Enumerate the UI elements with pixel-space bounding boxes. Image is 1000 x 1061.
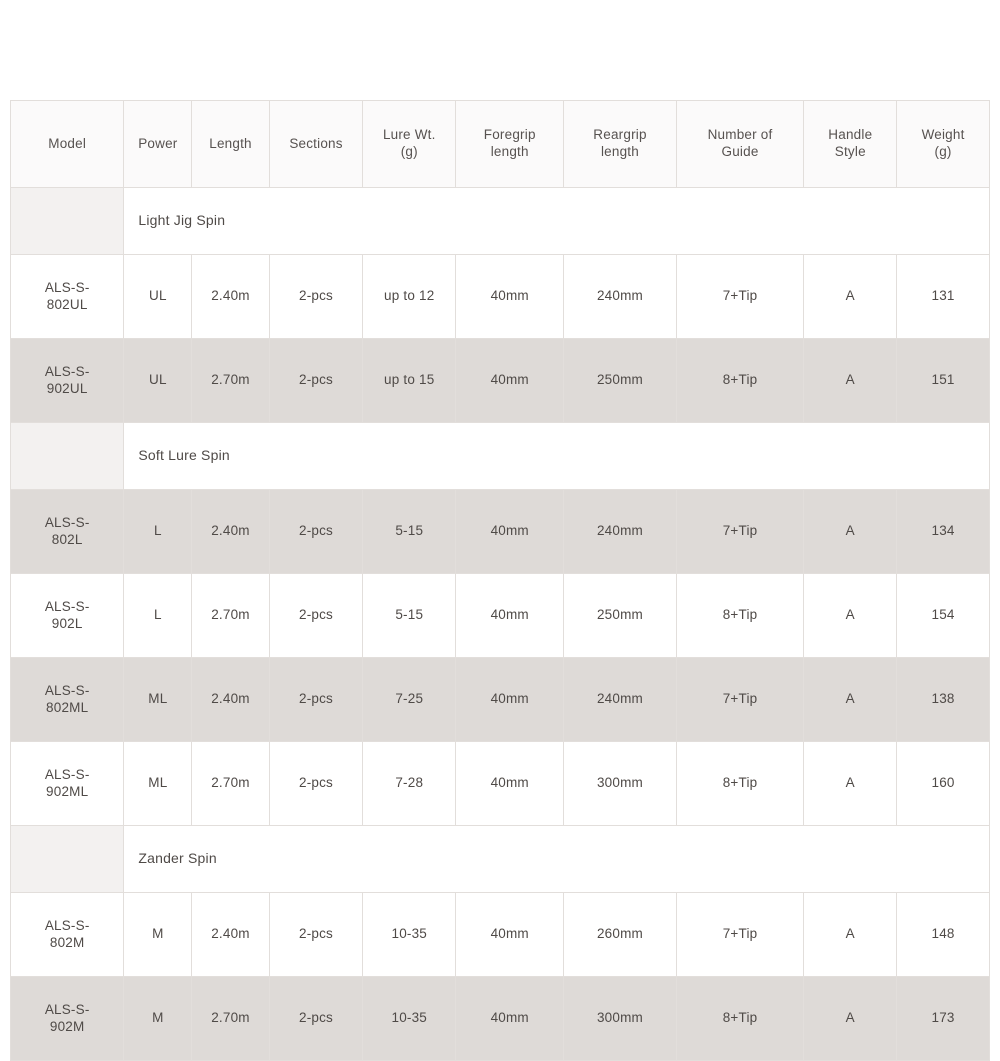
table-row — [11, 742, 990, 826]
group-row — [11, 826, 990, 893]
column-header-line: length — [490, 144, 529, 159]
column-header-line: Weight — [921, 127, 965, 143]
cell-1: ML — [124, 658, 192, 742]
cell-8: A — [804, 977, 897, 1061]
cell-7: 8+Tip — [676, 742, 804, 826]
cell-3: 2-pcs — [269, 742, 363, 826]
cell-2: 2.40m — [192, 490, 269, 574]
cell-5: 40mm — [456, 490, 564, 574]
group-row-spacer — [11, 188, 124, 255]
cell-5: 40mm — [456, 742, 564, 826]
cell-model — [11, 893, 124, 977]
table-row — [11, 574, 990, 658]
cell-6: 300mm — [564, 742, 676, 826]
group-row-spacer — [11, 423, 124, 490]
cell-9: 154 — [897, 574, 990, 658]
model-line: ALS-S- — [44, 1001, 90, 1017]
cell-8: A — [804, 574, 897, 658]
cell-2: 2.40m — [192, 255, 269, 339]
cell-3: 2-pcs — [269, 658, 363, 742]
cell-8: A — [804, 339, 897, 423]
column-header-1 — [124, 101, 192, 188]
cell-4: 10-35 — [363, 977, 456, 1061]
cell-1: L — [124, 574, 192, 658]
column-header-line: Number of — [707, 127, 773, 143]
cell-3: 2-pcs — [269, 490, 363, 574]
cell-6: 250mm — [564, 339, 676, 423]
cell-3: 2-pcs — [269, 977, 363, 1061]
column-header-line: Lure Wt. — [382, 127, 436, 143]
cell-5: 40mm — [456, 255, 564, 339]
table-body — [11, 188, 990, 1061]
model-line: ALS-S- — [44, 363, 90, 379]
cell-3: 2-pcs — [269, 339, 363, 423]
cell-1: L — [124, 490, 192, 574]
cell-model — [11, 339, 124, 423]
cell-9: 138 — [897, 658, 990, 742]
cell-4: 5-15 — [363, 490, 456, 574]
cell-4: 5-15 — [363, 574, 456, 658]
cell-6: 240mm — [564, 658, 676, 742]
cell-9: 134 — [897, 490, 990, 574]
model-line: 902ML — [46, 783, 89, 799]
column-header-8 — [804, 101, 897, 188]
group-label: Zander Spin — [124, 826, 990, 893]
cell-7: 7+Tip — [676, 490, 804, 574]
cell-7: 7+Tip — [676, 893, 804, 977]
column-header-line: Sections — [289, 135, 343, 151]
model-line: ALS-S- — [44, 279, 90, 295]
column-header-line: Foregrip — [483, 127, 536, 143]
table-row — [11, 339, 990, 423]
cell-model — [11, 574, 124, 658]
cell-6: 250mm — [564, 574, 676, 658]
column-header-3 — [269, 101, 363, 188]
cell-2: 2.70m — [192, 339, 269, 423]
cell-5: 40mm — [456, 339, 564, 423]
model-line: 902UL — [46, 380, 88, 396]
cell-8: A — [804, 893, 897, 977]
group-row — [11, 188, 990, 255]
cell-9: 173 — [897, 977, 990, 1061]
model-line: 802ML — [46, 699, 89, 715]
column-header-line: Reargrip — [593, 127, 647, 143]
model-line: ALS-S- — [44, 514, 90, 530]
group-label: Soft Lure Spin — [124, 423, 990, 490]
cell-8: A — [804, 742, 897, 826]
cell-2: 2.70m — [192, 977, 269, 1061]
cell-7: 7+Tip — [676, 255, 804, 339]
cell-4: 10-35 — [363, 893, 456, 977]
model-line: 802L — [51, 531, 83, 547]
cell-9: 160 — [897, 742, 990, 826]
column-header-line: Power — [138, 135, 178, 151]
table-row — [11, 893, 990, 977]
cell-1: M — [124, 977, 192, 1061]
group-row-spacer — [11, 826, 124, 893]
spec-table-wrapper — [10, 100, 990, 1061]
column-header-4 — [363, 101, 456, 188]
cell-4: 7-28 — [363, 742, 456, 826]
model-line: 902M — [49, 1018, 85, 1034]
cell-2: 2.40m — [192, 893, 269, 977]
cell-8: A — [804, 490, 897, 574]
cell-2: 2.70m — [192, 742, 269, 826]
cell-1: M — [124, 893, 192, 977]
model-line: 802UL — [46, 296, 88, 312]
cell-7: 8+Tip — [676, 977, 804, 1061]
cell-4: up to 15 — [363, 339, 456, 423]
cell-6: 240mm — [564, 255, 676, 339]
column-header-line: Length — [209, 135, 252, 151]
cell-1: UL — [124, 339, 192, 423]
table-row — [11, 255, 990, 339]
model-line: ALS-S- — [44, 598, 90, 614]
cell-2: 2.70m — [192, 574, 269, 658]
cell-5: 40mm — [456, 977, 564, 1061]
model-line: 902L — [51, 615, 83, 631]
cell-6: 300mm — [564, 977, 676, 1061]
cell-9: 148 — [897, 893, 990, 977]
model-line: ALS-S- — [44, 917, 90, 933]
cell-1: UL — [124, 255, 192, 339]
column-header-0 — [11, 101, 124, 188]
cell-2: 2.40m — [192, 658, 269, 742]
column-header-line: Handle — [828, 127, 873, 143]
cell-9: 151 — [897, 339, 990, 423]
cell-7: 8+Tip — [676, 339, 804, 423]
model-line: ALS-S- — [44, 766, 90, 782]
cell-3: 2-pcs — [269, 893, 363, 977]
cell-7: 8+Tip — [676, 574, 804, 658]
cell-3: 2-pcs — [269, 574, 363, 658]
cell-5: 40mm — [456, 893, 564, 977]
column-header-7 — [676, 101, 804, 188]
cell-model — [11, 490, 124, 574]
cell-4: up to 12 — [363, 255, 456, 339]
table-row — [11, 658, 990, 742]
cell-model — [11, 255, 124, 339]
table-row — [11, 977, 990, 1061]
model-line: 802M — [49, 934, 85, 950]
rod-specification-table — [10, 100, 990, 1061]
model-line: ALS-S- — [44, 682, 90, 698]
cell-8: A — [804, 255, 897, 339]
cell-8: A — [804, 658, 897, 742]
cell-1: ML — [124, 742, 192, 826]
cell-model — [11, 742, 124, 826]
table-header — [11, 101, 990, 188]
column-header-2 — [192, 101, 269, 188]
cell-7: 7+Tip — [676, 658, 804, 742]
column-header-line: length — [600, 144, 639, 159]
cell-5: 40mm — [456, 574, 564, 658]
column-header-5 — [456, 101, 564, 188]
cell-5: 40mm — [456, 658, 564, 742]
header-row — [11, 101, 990, 188]
column-header-line: Style — [834, 144, 866, 159]
column-header-9 — [897, 101, 990, 188]
group-label: Light Jig Spin — [124, 188, 990, 255]
column-header-6 — [564, 101, 676, 188]
group-row — [11, 423, 990, 490]
cell-model — [11, 658, 124, 742]
cell-model — [11, 977, 124, 1061]
column-header-line: (g) — [400, 144, 418, 159]
column-header-line: Guide — [721, 144, 759, 159]
column-header-line: (g) — [934, 144, 952, 159]
table-row — [11, 490, 990, 574]
cell-3: 2-pcs — [269, 255, 363, 339]
cell-4: 7-25 — [363, 658, 456, 742]
cell-9: 131 — [897, 255, 990, 339]
cell-6: 260mm — [564, 893, 676, 977]
column-header-line: Model — [48, 135, 87, 151]
cell-6: 240mm — [564, 490, 676, 574]
